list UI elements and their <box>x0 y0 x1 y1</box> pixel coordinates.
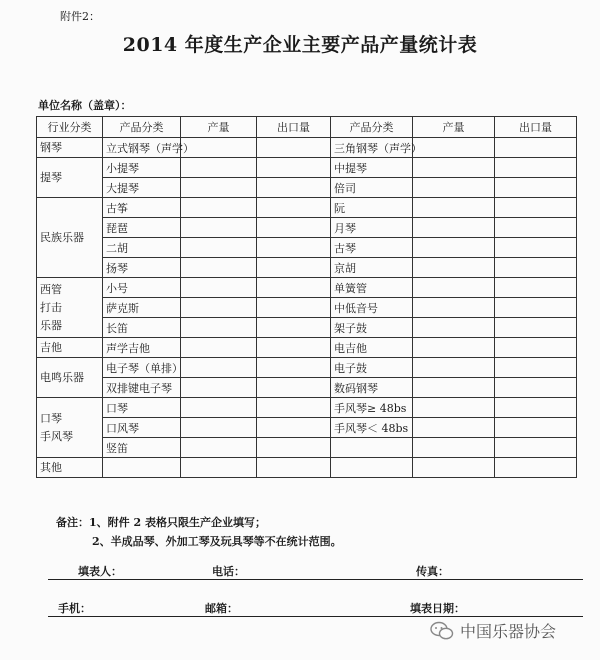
export-right-cell[interactable] <box>495 398 577 418</box>
output-left-cell[interactable] <box>181 398 257 418</box>
product-left-cell: 古筝 <box>103 198 181 218</box>
table-row <box>37 198 577 218</box>
table-row <box>37 138 577 158</box>
page-title: 2014 年度生产企业主要产品产量统计表 <box>122 34 478 56</box>
output-right-cell[interactable] <box>413 438 495 458</box>
product-right-cell <box>331 458 413 478</box>
output-right-cell[interactable] <box>413 278 495 298</box>
product-right-cell <box>331 438 413 458</box>
export-right-cell[interactable] <box>495 218 577 238</box>
export-right-cell[interactable] <box>495 458 577 478</box>
output-right-cell[interactable] <box>413 258 495 278</box>
export-left-cell[interactable] <box>257 218 331 238</box>
table-row <box>37 338 577 358</box>
output-left-cell[interactable] <box>181 238 257 258</box>
product-left-cell: 扬琴 <box>103 258 181 278</box>
output-right-cell[interactable] <box>413 458 495 478</box>
product-left-cell: 电子琴（单排） <box>103 358 181 378</box>
output-left-cell[interactable] <box>181 438 257 458</box>
mobile-label: 手机： <box>58 602 91 615</box>
output-right-cell[interactable] <box>413 218 495 238</box>
product-right-cell: 月琴 <box>331 218 413 238</box>
product-left-cell: 声学吉他 <box>103 338 181 358</box>
output-left-cell[interactable] <box>181 358 257 378</box>
industry-cell: 提琴 <box>37 158 103 198</box>
output-left-cell[interactable] <box>181 178 257 198</box>
export-left-cell[interactable] <box>257 358 331 378</box>
header-output-right: 产量 <box>413 117 495 138</box>
output-left-cell[interactable] <box>181 338 257 358</box>
watermark <box>430 619 556 642</box>
product-left-cell: 双排键电子琴 <box>103 378 181 398</box>
table-row <box>37 458 577 478</box>
industry-cell: 口琴 手风琴 <box>37 398 103 458</box>
product-right-cell: 京胡 <box>331 258 413 278</box>
table-row <box>37 438 577 458</box>
output-left-cell[interactable] <box>181 158 257 178</box>
product-right-cell: 倍司 <box>331 178 413 198</box>
export-right-cell[interactable] <box>495 378 577 398</box>
fax-label: 传真： <box>416 565 449 578</box>
header-product-left: 产品分类 <box>103 117 181 138</box>
output-right-cell[interactable] <box>413 178 495 198</box>
filler-label: 填表人： <box>78 565 122 578</box>
product-right-cell: 数码钢琴 <box>331 378 413 398</box>
product-right-cell: 阮 <box>331 198 413 218</box>
product-right-cell: 中提琴 <box>331 158 413 178</box>
table-row <box>37 298 577 318</box>
export-left-cell[interactable] <box>257 398 331 418</box>
export-left-cell[interactable] <box>257 298 331 318</box>
output-left-cell[interactable] <box>181 198 257 218</box>
product-right-cell: 古琴 <box>331 238 413 258</box>
table-row <box>37 378 577 398</box>
header-export-right: 出口量 <box>495 117 577 138</box>
table-row <box>37 418 577 438</box>
product-right-cell: 中低音号 <box>331 298 413 318</box>
export-left-cell[interactable] <box>257 418 331 438</box>
product-left-cell: 竖笛 <box>103 438 181 458</box>
output-left-cell[interactable] <box>181 378 257 398</box>
export-left-cell[interactable] <box>257 178 331 198</box>
product-right-cell: 架子鼓 <box>331 318 413 338</box>
export-left-cell[interactable] <box>257 258 331 278</box>
export-left-cell[interactable] <box>257 378 331 398</box>
header-product-right: 产品分类 <box>331 117 413 138</box>
attachment-label: 附件2： <box>60 10 100 23</box>
phone-label: 电话： <box>212 565 245 578</box>
output-left-cell[interactable] <box>181 458 257 478</box>
export-right-cell[interactable] <box>495 138 577 158</box>
product-right-cell: 电子鼓 <box>331 358 413 378</box>
table-row <box>37 158 577 178</box>
output-right-cell[interactable] <box>413 418 495 438</box>
export-left-cell[interactable] <box>257 438 331 458</box>
export-right-cell[interactable] <box>495 358 577 378</box>
email-label: 邮箱： <box>205 602 238 615</box>
unit-name-label: 单位名称（盖章）： <box>38 99 132 112</box>
output-left-cell[interactable] <box>181 218 257 238</box>
notes <box>56 513 342 551</box>
export-right-cell[interactable] <box>495 238 577 258</box>
output-left-cell[interactable] <box>181 258 257 278</box>
export-left-cell[interactable] <box>257 198 331 218</box>
output-right-cell[interactable] <box>413 238 495 258</box>
product-right-cell: 电吉他 <box>331 338 413 358</box>
export-right-cell[interactable] <box>495 438 577 458</box>
output-right-cell[interactable] <box>413 338 495 358</box>
watermark-text: 中国乐器协会 <box>460 622 557 641</box>
product-left-cell: 大提琴 <box>103 178 181 198</box>
export-left-cell[interactable] <box>257 138 331 158</box>
product-left-cell: 琵琶 <box>103 218 181 238</box>
product-left-cell: 口琴 <box>103 398 181 418</box>
industry-cell: 电鸣乐器 <box>37 358 103 398</box>
product-left-cell: 二胡 <box>103 238 181 258</box>
header-output-left: 产量 <box>181 117 257 138</box>
output-right-cell[interactable] <box>413 158 495 178</box>
product-right-cell: 三角钢琴（声学） <box>331 138 413 158</box>
table-row <box>37 278 577 298</box>
note-2: 2、半成品琴、外加工琴及玩具琴等不在统计范围。 <box>92 535 342 548</box>
industry-cell: 其他 <box>37 458 103 478</box>
product-right-cell: 单簧管 <box>331 278 413 298</box>
industry-cell: 钢琴 <box>37 138 103 158</box>
signature-line-1 <box>48 579 583 580</box>
export-right-cell[interactable] <box>495 198 577 218</box>
export-right-cell[interactable] <box>495 338 577 358</box>
industry-cell: 民族乐器 <box>37 198 103 278</box>
export-left-cell[interactable] <box>257 318 331 338</box>
product-left-cell: 立式钢琴（声学） <box>103 138 181 158</box>
output-right-cell[interactable] <box>413 198 495 218</box>
output-right-cell[interactable] <box>413 298 495 318</box>
note-1: 备注：1、附件 2 表格只限生产企业填写； <box>56 516 266 529</box>
industry-cell: 吉他 <box>37 338 103 358</box>
table-row <box>37 318 577 338</box>
date-label: 填表日期： <box>410 602 465 615</box>
export-right-cell[interactable] <box>495 298 577 318</box>
output-left-cell[interactable] <box>181 278 257 298</box>
wechat-icon <box>430 621 454 641</box>
product-left-cell: 小提琴 <box>103 158 181 178</box>
table-header-row <box>37 117 577 138</box>
export-left-cell[interactable] <box>257 278 331 298</box>
industry-cell: 西管 打击 乐器 <box>37 278 103 338</box>
output-right-cell[interactable] <box>413 138 495 158</box>
product-right-cell: 手风琴＜ 48bs <box>331 418 413 438</box>
export-right-cell[interactable] <box>495 178 577 198</box>
product-right-cell: 手风琴≥ 48bs <box>331 398 413 418</box>
export-right-cell[interactable] <box>495 158 577 178</box>
header-export-left: 出口量 <box>257 117 331 138</box>
export-left-cell[interactable] <box>257 158 331 178</box>
table-row <box>37 398 577 418</box>
product-left-cell: 小号 <box>103 278 181 298</box>
product-left-cell <box>103 458 181 478</box>
table-row <box>37 178 577 198</box>
output-right-cell[interactable] <box>413 358 495 378</box>
table-row <box>37 358 577 378</box>
table-row <box>37 238 577 258</box>
export-left-cell[interactable] <box>257 338 331 358</box>
output-right-cell[interactable] <box>413 398 495 418</box>
header-industry: 行业分类 <box>37 117 103 138</box>
output-left-cell[interactable] <box>181 298 257 318</box>
table-row <box>37 258 577 278</box>
product-left-cell: 口风琴 <box>103 418 181 438</box>
table-row <box>37 218 577 238</box>
statistics-table <box>36 116 577 478</box>
export-right-cell[interactable] <box>495 258 577 278</box>
output-right-cell[interactable] <box>413 318 495 338</box>
export-left-cell[interactable] <box>257 238 331 258</box>
output-left-cell[interactable] <box>181 318 257 338</box>
product-left-cell: 萨克斯 <box>103 298 181 318</box>
export-right-cell[interactable] <box>495 418 577 438</box>
export-right-cell[interactable] <box>495 278 577 298</box>
export-right-cell[interactable] <box>495 318 577 338</box>
signature-line-2 <box>48 616 583 617</box>
export-left-cell[interactable] <box>257 458 331 478</box>
output-right-cell[interactable] <box>413 378 495 398</box>
product-left-cell: 长笛 <box>103 318 181 338</box>
output-left-cell[interactable] <box>181 418 257 438</box>
